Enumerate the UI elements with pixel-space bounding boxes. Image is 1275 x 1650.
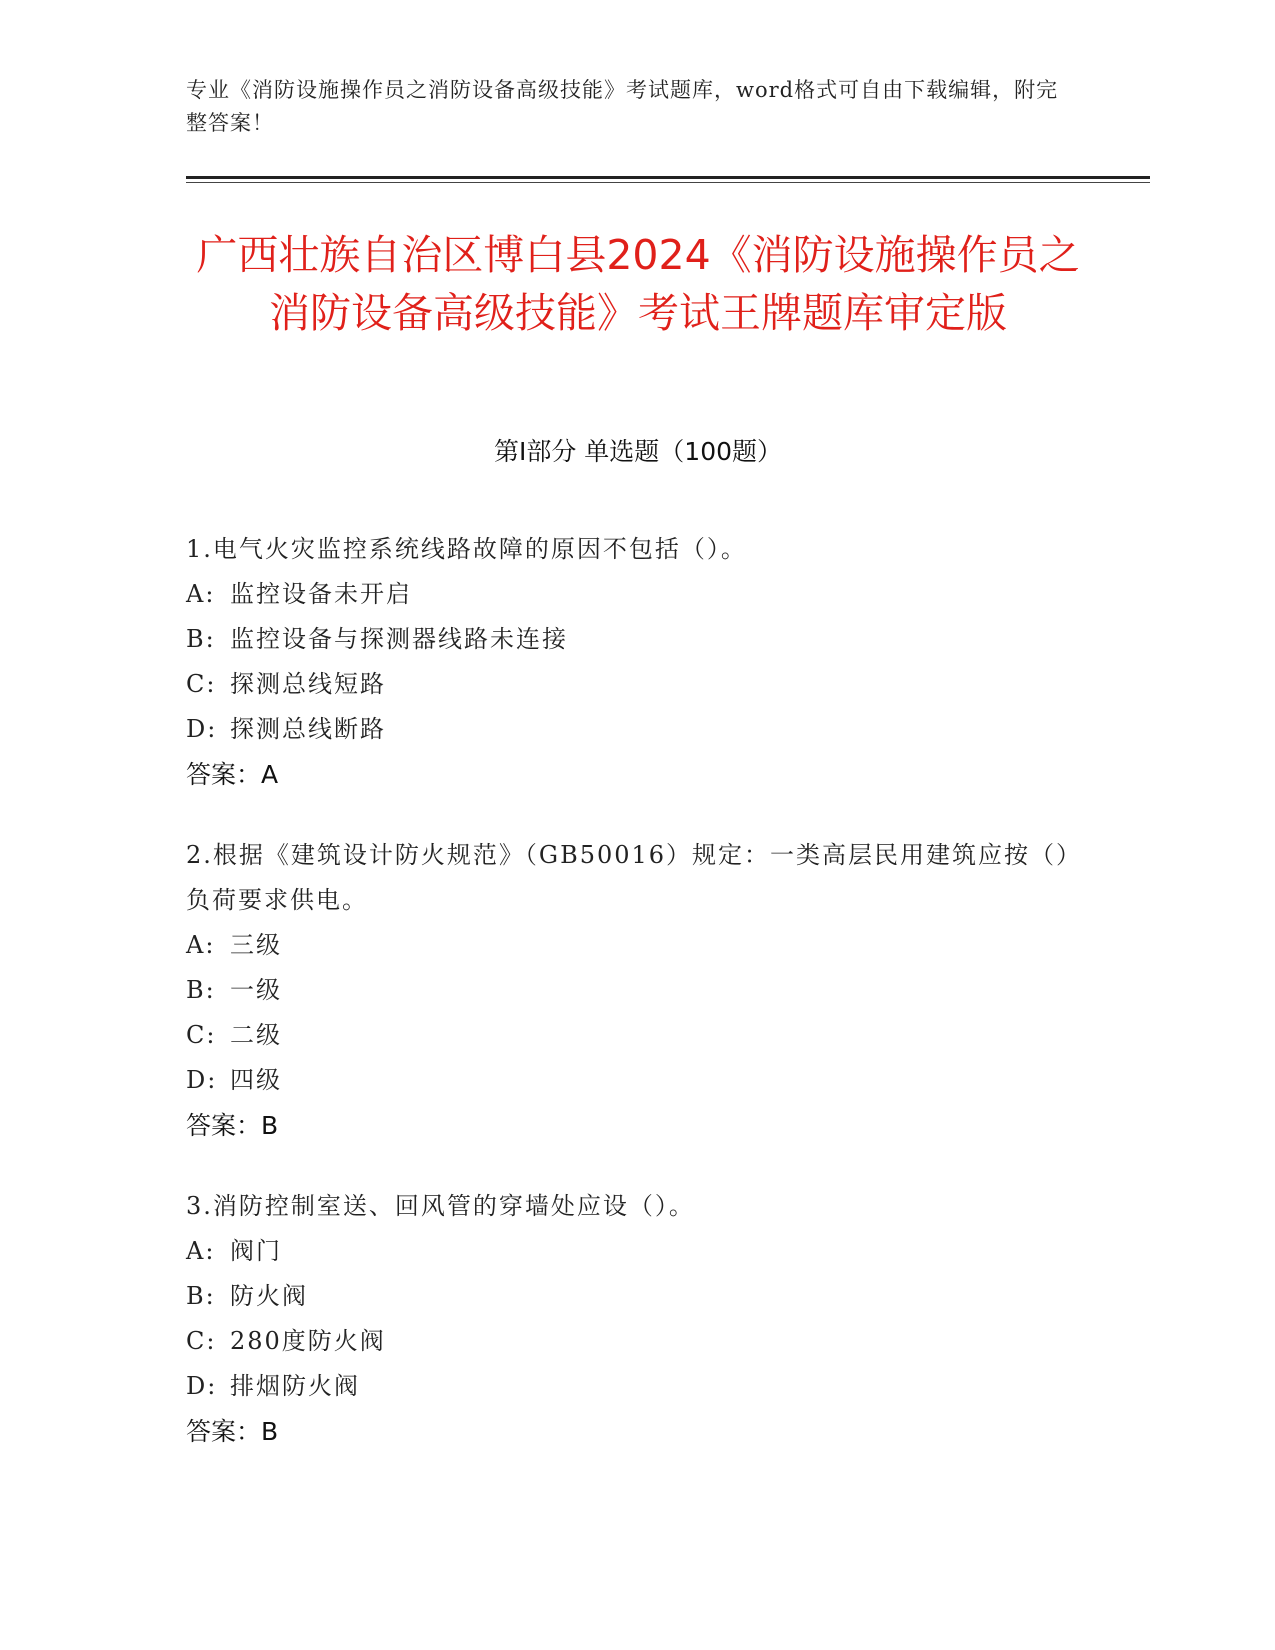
question-list: [186, 527, 1076, 1490]
option-text: 三级: [230, 931, 282, 959]
option-key: B:: [186, 1282, 216, 1310]
option-c: [186, 1319, 1076, 1364]
question-item: [186, 527, 1076, 797]
option-text: 监控设备与探测器线路未连接: [230, 625, 568, 653]
option-text: 阀门: [230, 1237, 282, 1265]
option-key: B:: [186, 625, 216, 653]
header-note: 专业《消防设施操作员之消防设备高级技能》考试题库，word格式可自由下载编辑，附完整答案！: [186, 78, 1059, 135]
header-divider-thin: [186, 182, 1150, 183]
option-text: 四级: [230, 1066, 282, 1094]
option-key: D:: [186, 1066, 218, 1094]
section-title: 第I部分 单选题（100题）: [493, 437, 783, 466]
option-text: 防火阀: [230, 1282, 308, 1310]
option-key: C:: [186, 670, 217, 698]
question-stem: 2.根据《建筑设计防火规范》（GB50016）规定：一类高层民用建筑应按（）负荷要求供电。: [186, 841, 1071, 914]
option-key: B:: [186, 976, 216, 1004]
question-stem: 1.电气火灾监控系统线路故障的原因不包括（）。: [186, 535, 747, 563]
question-stem: 3.消防控制室送、回风管的穿墙处应设（）。: [186, 1192, 695, 1220]
option-d: [186, 1364, 1076, 1409]
option-key: A:: [186, 580, 216, 608]
answer-line: 答案：B: [186, 1111, 279, 1140]
option-b: [186, 617, 1076, 662]
option-d: [186, 707, 1076, 752]
option-text: 280度防火阀: [230, 1327, 386, 1355]
option-b: [186, 1274, 1076, 1319]
header-divider-thick: [186, 176, 1150, 179]
option-d: [186, 1058, 1076, 1103]
question-item: [186, 833, 1076, 1148]
document-title: 广西壮族自治区博白县2024《消防设施操作员之消防设备高级技能》考试王牌题库审定版: [196, 231, 1080, 337]
option-key: A:: [186, 931, 216, 959]
option-a: [186, 1229, 1076, 1274]
answer-line: 答案：B: [186, 1417, 279, 1446]
option-key: D:: [186, 715, 218, 743]
question-item: [186, 1184, 1076, 1454]
option-a: [186, 923, 1076, 968]
option-text: 排烟防火阀: [230, 1372, 360, 1400]
option-text: 二级: [230, 1021, 282, 1049]
option-key: A:: [186, 1237, 216, 1265]
answer-line: 答案：A: [186, 760, 279, 789]
option-text: 一级: [230, 976, 282, 1004]
option-text: 探测总线断路: [230, 715, 386, 743]
option-a: [186, 572, 1076, 617]
option-b: [186, 968, 1076, 1013]
option-c: [186, 1013, 1076, 1058]
option-key: D:: [186, 1372, 218, 1400]
option-text: 监控设备未开启: [230, 580, 412, 608]
option-c: [186, 662, 1076, 707]
option-text: 探测总线短路: [230, 670, 386, 698]
option-key: C:: [186, 1327, 217, 1355]
option-key: C:: [186, 1021, 217, 1049]
